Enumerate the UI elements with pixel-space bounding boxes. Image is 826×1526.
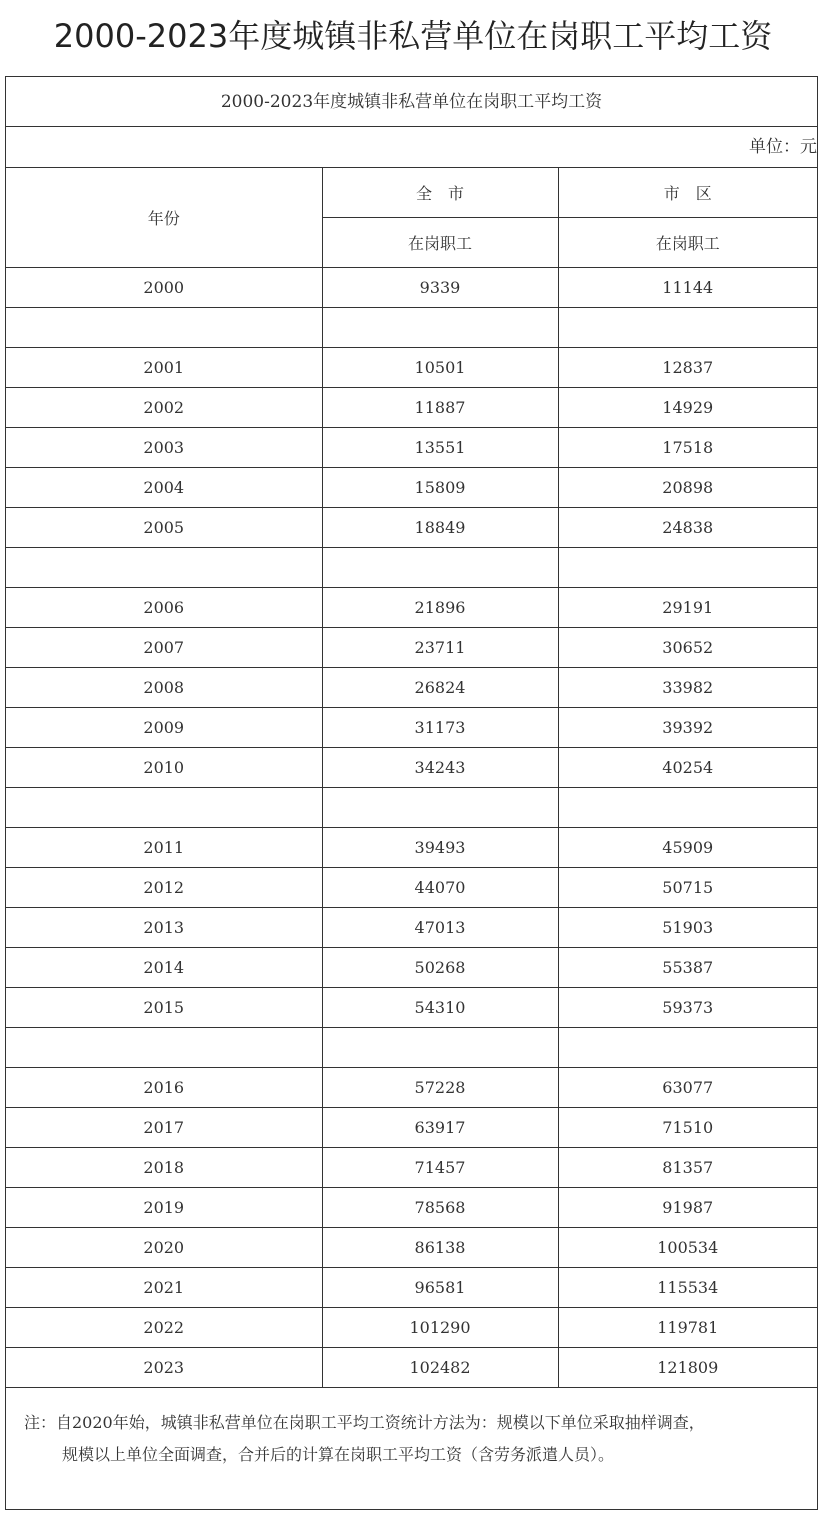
cell-urban-wage: 33982 (558, 668, 817, 708)
cell-urban-wage: 40254 (558, 748, 817, 788)
cell-year: 2010 (6, 748, 322, 788)
cell-urban-wage: 63077 (558, 1068, 817, 1108)
cell-city-wage (322, 1028, 558, 1068)
table-row (6, 868, 817, 908)
cell-year: 2008 (6, 668, 322, 708)
footnote-line-2: 规模以上单位全面调查，合并后的计算在岗职工平均工资（含劳务派遣人员）。 (62, 1445, 615, 1464)
table-row (6, 948, 817, 988)
cell-year: 2004 (6, 468, 322, 508)
cell-urban-wage: 71510 (558, 1108, 817, 1148)
cell-city-wage: 18849 (322, 508, 558, 548)
table-row (6, 548, 817, 588)
table-row (6, 1188, 817, 1228)
cell-city-wage: 86138 (322, 1228, 558, 1268)
cell-city-wage: 23711 (322, 628, 558, 668)
cell-year (6, 548, 322, 588)
cell-year: 2011 (6, 828, 322, 868)
cell-city-wage (322, 548, 558, 588)
cell-year: 2002 (6, 388, 322, 428)
cell-year: 2021 (6, 1268, 322, 1308)
table-row (6, 308, 817, 348)
cell-year: 2007 (6, 628, 322, 668)
cell-city-wage: 15809 (322, 468, 558, 508)
cell-urban-wage: 17518 (558, 428, 817, 468)
cell-year: 2006 (6, 588, 322, 628)
cell-year (6, 1028, 322, 1068)
table-row (6, 1028, 817, 1068)
cell-urban-wage: 59373 (558, 988, 817, 1028)
header-row-1 (6, 168, 817, 218)
cell-urban-wage: 24838 (558, 508, 817, 548)
cell-urban-wage: 20898 (558, 468, 817, 508)
cell-city-wage: 11887 (322, 388, 558, 428)
table-row (6, 908, 817, 948)
table-row (6, 268, 817, 308)
cell-urban-wage: 39392 (558, 708, 817, 748)
cell-year: 2017 (6, 1108, 322, 1148)
cell-city-wage: 50268 (322, 948, 558, 988)
table-row (6, 1348, 817, 1388)
table-row (6, 508, 817, 548)
cell-urban-wage (558, 548, 817, 588)
table-row (6, 348, 817, 388)
cell-city-wage: 96581 (322, 1268, 558, 1308)
cell-urban-wage: 91987 (558, 1188, 817, 1228)
data-table-frame (5, 76, 818, 1510)
table-row (6, 388, 817, 428)
footnote (6, 1387, 817, 1471)
cell-year: 2013 (6, 908, 322, 948)
cell-year: 2001 (6, 348, 322, 388)
cell-city-wage: 44070 (322, 868, 558, 908)
cell-urban-wage: 55387 (558, 948, 817, 988)
cell-city-wage: 47013 (322, 908, 558, 948)
cell-urban-wage: 51903 (558, 908, 817, 948)
table-row (6, 1268, 817, 1308)
header-urban-sub: 在岗职工 (558, 218, 817, 268)
cell-city-wage: 31173 (322, 708, 558, 748)
cell-city-wage: 21896 (322, 588, 558, 628)
table-row (6, 1068, 817, 1108)
table-row (6, 1148, 817, 1188)
cell-urban-wage: 14929 (558, 388, 817, 428)
cell-urban-wage (558, 308, 817, 348)
cell-year: 2000 (6, 268, 322, 308)
cell-year: 2014 (6, 948, 322, 988)
cell-urban-wage: 119781 (558, 1308, 817, 1348)
cell-urban-wage: 100534 (558, 1228, 817, 1268)
cell-urban-wage (558, 788, 817, 828)
cell-urban-wage: 45909 (558, 828, 817, 868)
cell-urban-wage (558, 1028, 817, 1068)
cell-city-wage: 26824 (322, 668, 558, 708)
cell-urban-wage: 81357 (558, 1148, 817, 1188)
cell-urban-wage: 11144 (558, 268, 817, 308)
table-row (6, 428, 817, 468)
cell-city-wage: 78568 (322, 1188, 558, 1228)
cell-urban-wage: 121809 (558, 1348, 817, 1388)
table-row (6, 988, 817, 1028)
cell-city-wage: 57228 (322, 1068, 558, 1108)
footnote-line-1: 注：自2020年始，城镇非私营单位在岗职工平均工资统计方法为：规模以下单位采取抽样调查， (24, 1413, 705, 1432)
cell-city-wage: 9339 (322, 268, 558, 308)
cell-city-wage: 10501 (322, 348, 558, 388)
cell-urban-wage: 50715 (558, 868, 817, 908)
cell-city-wage: 102482 (322, 1348, 558, 1388)
cell-year: 2019 (6, 1188, 322, 1228)
cell-urban-wage: 29191 (558, 588, 817, 628)
table-row (6, 1228, 817, 1268)
cell-year: 2005 (6, 508, 322, 548)
cell-city-wage: 71457 (322, 1148, 558, 1188)
table-row (6, 668, 817, 708)
cell-year: 2020 (6, 1228, 322, 1268)
header-urban-group: 市 区 (558, 168, 817, 218)
cell-city-wage: 13551 (322, 428, 558, 468)
unit-label: 单位：元 (749, 137, 817, 157)
cell-year: 2015 (6, 988, 322, 1028)
cell-year: 2018 (6, 1148, 322, 1188)
header-year: 年份 (6, 168, 322, 268)
wage-table (6, 167, 817, 1388)
table-caption: 2000-2023年度城镇非私营单位在岗职工平均工资 (6, 77, 817, 127)
cell-city-wage (322, 788, 558, 828)
table-row (6, 828, 817, 868)
cell-urban-wage: 12837 (558, 348, 817, 388)
page-title: 2000-2023年度城镇非私营单位在岗职工平均工资 (53, 17, 773, 55)
table-row (6, 628, 817, 668)
cell-year: 2012 (6, 868, 322, 908)
cell-city-wage: 34243 (322, 748, 558, 788)
table-row (6, 708, 817, 748)
cell-year: 2009 (6, 708, 322, 748)
cell-city-wage: 63917 (322, 1108, 558, 1148)
cell-year: 2023 (6, 1348, 322, 1388)
table-row (6, 748, 817, 788)
cell-city-wage: 54310 (322, 988, 558, 1028)
cell-year: 2003 (6, 428, 322, 468)
cell-city-wage: 101290 (322, 1308, 558, 1348)
cell-year: 2022 (6, 1308, 322, 1348)
cell-urban-wage: 30652 (558, 628, 817, 668)
cell-city-wage: 39493 (322, 828, 558, 868)
header-city-sub: 在岗职工 (322, 218, 558, 268)
cell-urban-wage: 115534 (558, 1268, 817, 1308)
header-city-group: 全 市 (322, 168, 558, 218)
cell-city-wage (322, 308, 558, 348)
table-row (6, 1108, 817, 1148)
cell-year: 2016 (6, 1068, 322, 1108)
table-row (6, 788, 817, 828)
table-row (6, 468, 817, 508)
cell-year (6, 308, 322, 348)
cell-year (6, 788, 322, 828)
table-row (6, 1308, 817, 1348)
table-row (6, 588, 817, 628)
